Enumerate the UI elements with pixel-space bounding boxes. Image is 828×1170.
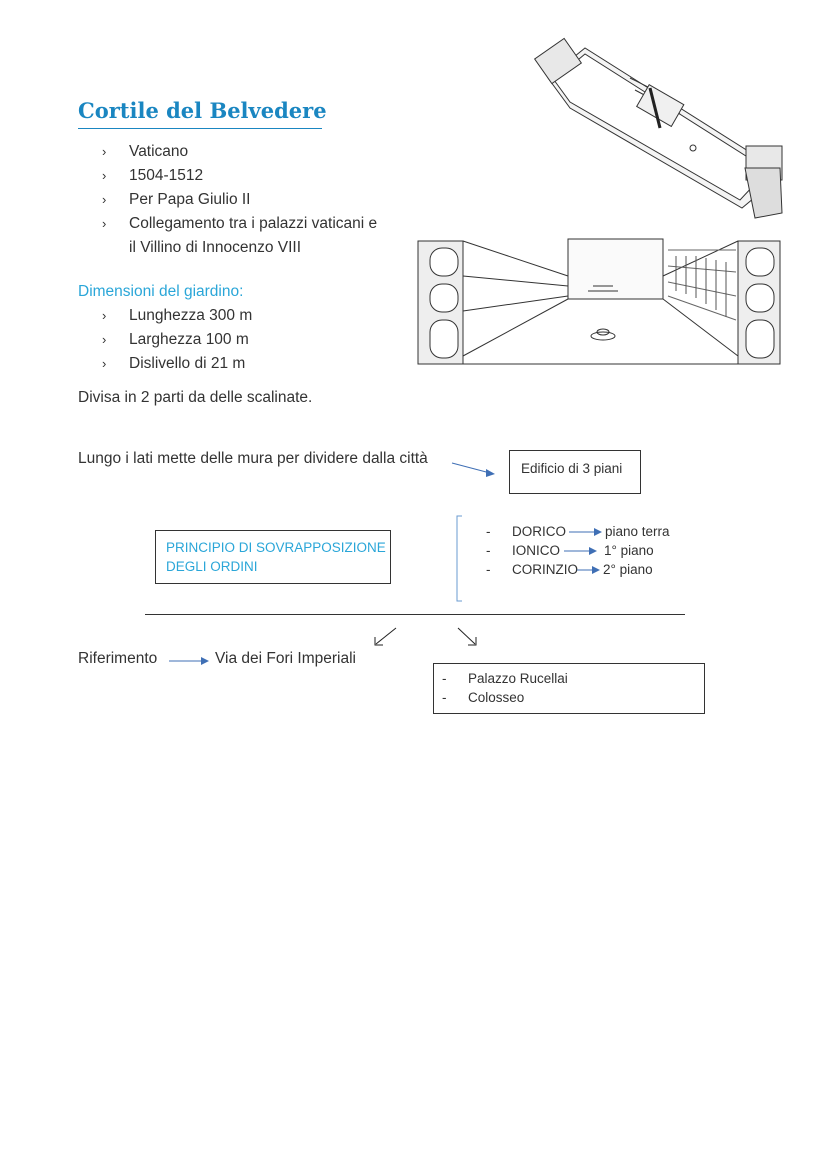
divided-text: Divisa in 2 parti da delle scalinate.: [78, 389, 313, 406]
reference-label: Riferimento: [78, 650, 158, 667]
walls-text: Lungo i lati mette delle mura per dividere dalla città: [78, 450, 428, 467]
bracket: [452, 515, 464, 603]
arrow-right-icon: [168, 654, 212, 668]
list-item: › Vaticano: [102, 140, 377, 164]
title-underline: [78, 128, 322, 129]
facts-list: [102, 140, 377, 260]
chevron-right-icon: ›: [102, 168, 107, 183]
chevron-right-icon: ›: [102, 192, 107, 207]
list-item: - Palazzo Rucellai: [442, 671, 568, 686]
list-item: › 1504-1512: [102, 164, 377, 188]
plan-illustration: [530, 18, 785, 218]
list-item-continuation: il Villino di Innocenzo VIII: [129, 239, 302, 256]
arrow-right-icon: [450, 460, 500, 480]
list-item: - Colosseo: [442, 690, 525, 705]
chevron-right-icon: ›: [102, 216, 107, 231]
arrow-right-icon: [568, 526, 604, 538]
chevron-right-icon: ›: [102, 356, 107, 371]
list-item: › Larghezza 100 m: [102, 328, 252, 352]
principle-line-2: DEGLI ORDINI: [166, 559, 258, 574]
chevron-right-icon: ›: [102, 332, 107, 347]
examples-box: [433, 663, 705, 714]
list-item: › Collegamento tra i palazzi vaticani e: [102, 212, 377, 236]
chevron-right-icon: ›: [102, 308, 107, 323]
section-illustration: [418, 236, 783, 369]
divider: [145, 614, 685, 615]
principle-line-1: PRINCIPIO DI SOVRAPPOSIZIONE: [166, 540, 386, 555]
arrow-down-right-icon: [455, 626, 485, 648]
list-item: › Per Papa Giulio II: [102, 188, 377, 212]
principle-box: [155, 530, 391, 584]
building-box-text: Edificio di 3 piani: [521, 461, 623, 476]
dimensions-heading: Dimensioni del giardino:: [78, 283, 244, 300]
page-title: Cortile del Belvedere: [78, 98, 327, 123]
arrow-right-icon: [576, 564, 602, 576]
list-item: › Dislivello di 21 m: [102, 352, 252, 376]
chevron-right-icon: ›: [102, 144, 107, 159]
arrow-right-icon: [563, 545, 599, 557]
dimensions-list: [102, 304, 252, 376]
arrow-down-left-icon: [370, 626, 400, 648]
list-item: › Lunghezza 300 m: [102, 304, 252, 328]
reference-target: Via dei Fori Imperiali: [215, 650, 356, 667]
building-box: [509, 450, 641, 494]
